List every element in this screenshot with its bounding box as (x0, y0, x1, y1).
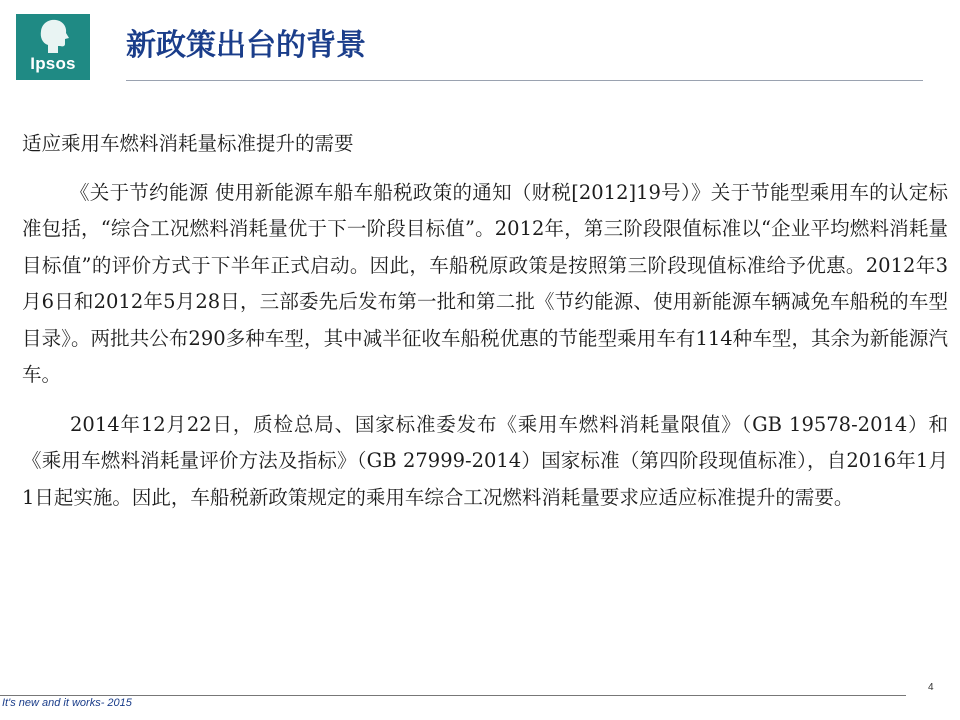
body-paragraph-1: 《关于节约能源 使用新能源车船车船税政策的通知（财税[2012]19号）》关于节能型乘用车的认定标准包括，“综合工况燃料消耗量优于下一阶段目标值”。2012年，第三阶段限值标准以“企业平均燃料消耗量目标值”的评价方式于下半年正式启动。因此，车船税原政策是按照第三阶段现值标准给予优惠。2012年3月6日和2012年5月28日，三部委先后发布第一批和第二批《节约能源、使用新能源车辆减免车船税的车型目录》。两批共公布290多种车型，其中减半征收车船税优惠的节能型乘用车有114种车型，其余为新能源汽车。 (22, 180, 948, 386)
slide-body (22, 126, 948, 516)
page-title: 新政策出台的背景 (126, 28, 366, 63)
section-subheading: 适应乘用车燃料消耗量标准提升的需要 (22, 132, 354, 155)
page-number: 4 (928, 682, 934, 693)
footer-tagline: It's new and it works- 2015 (2, 697, 132, 709)
title-divider (126, 80, 923, 81)
ipsos-logo (16, 14, 90, 80)
head-profile-icon (36, 18, 70, 54)
logo-text: Ipsos (30, 54, 76, 73)
footer-divider (0, 695, 906, 696)
body-paragraph-2: 2014年12月22日，质检总局、国家标准委发布《乘用车燃料消耗量限值》（GB 19578-2014）和《乘用车燃料消耗量评价方法及指标》（GB 27999-2014）国家标准（第四阶段现值标准），自2016年1月1日起实施。因此，车船税新政策规定的乘用车综合工况燃料消耗量要求应适应标准提升的需要。 (22, 412, 948, 509)
